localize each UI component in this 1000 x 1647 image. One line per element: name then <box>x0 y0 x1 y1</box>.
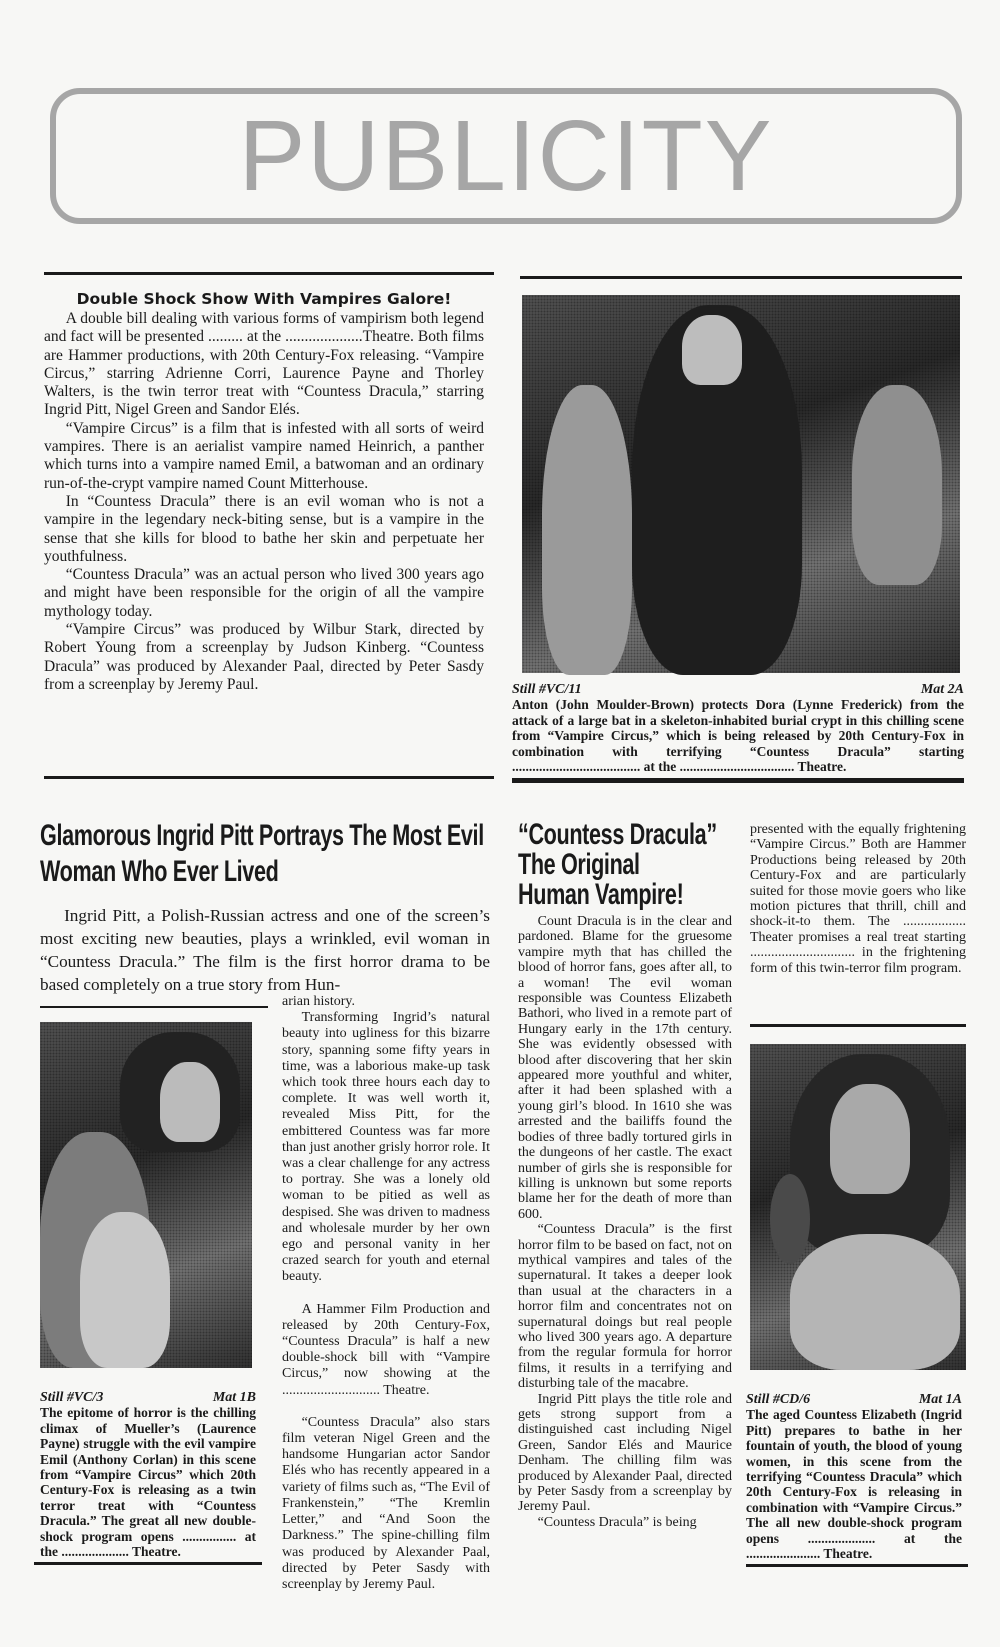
banner-title: PUBLICITY <box>238 100 774 212</box>
article-paragraph: A double bill dealing with various forms of vampirism both legend and fact will be presented ......... at the ....................Theatre. Both films are Hammer productions, with 20th Century-Fox releasing. “Vampire Circus,” starring Adrienne Corri, Laurence Payne and Thorley Walters, is the twin terror treat with “Countess Dracula,” starring Ingrid Pitt, Nigel Green and Sandor Elés. <box>44 310 484 419</box>
photo-caption <box>746 1392 962 1561</box>
article-paragraph: “Vampire Circus” was produced by Wilbur Stark, directed by Robert Young from a screenplay by Judson Kinberg. “Countess Dracula” was produced by Alexander Paal, directed by Peter Sasdy from a screenplay by Jeremy Paul. <box>44 621 484 693</box>
article-headline: Double Shock Show With Vampires Galore! <box>76 290 452 308</box>
article-paragraph: arian history. <box>282 994 355 1009</box>
article-paragraph: “Vampire Circus” is a film that is infested with all sorts of weird vampires. There is an aerialist vampire named Heinrich, a panther which turns into a vampire named Emil, a batwoman and an ordinary run-of-the-crypt vampire named Count Mitterhouse. <box>44 419 484 492</box>
article-paragraph: A Hammer Film Production and released by 20th Century-Fox, “Countess Dracula” is half a new double-shock bill with “Vampire Circus,” now showing at the ............................ Theatre. <box>282 1301 490 1398</box>
caption-text: Anton (John Moulder-Brown) protects Dora (Lynne Frederick) from the attack of a large bat in a skeleton-inhabited burial crypt in this chilling scene from “Vampire Circus,” which is being released by 20th Century-Fox in combination with terrifying “Countess Dracula” starting ...................................... at the .................................. Theatre. <box>512 697 964 775</box>
caption-text: The epitome of horror is the chilling climax of Mueller’s (Laurence Payne) struggle with the evil vampire Emil (Anthony Corlan) in this scene from “Vampire Circus” which 20th Century-Fox is releasing as a twin terror treat with “Countess Dracula.” The great all new double-shock program opens ................ at the .................... Theatre. <box>40 1405 256 1560</box>
still-number: Still #VC/3 <box>40 1390 104 1405</box>
mat-number: Mat 2A <box>920 682 964 697</box>
article-paragraph: In “Countess Dracula” there is an evil woman who is not a vampire in the legendary neck-biting sense, but is a vampire in the sense that she kills for blood to bathe her skin and perpetuate her youthfulness. <box>44 492 484 565</box>
article-paragraph: Count Dracula is in the clear and pardoned. Blame for the gruesome vampire myth that has chilled the blood of horror fans, goes after all, to a woman! The evil woman responsible was Countess Elizabeth Bathori, who lived in a remote part of Hungary early in the 17th century. She was evidently obsessed with blood after discovering that her skin appeared more youthful and whiter, after it had been splashed with a young girl’s blood. In 1610 she was arrested and the bailiffs found the bodies of three badly tortured girls in the dungeons of her castle. The exact number of girls she is responsible for killing is unknown but some reports blame her for the death of more than 600. <box>518 914 732 1222</box>
publicity-banner <box>50 88 962 224</box>
divider-rule <box>746 1564 968 1567</box>
article-paragraph: Transforming Ingrid’s natural beauty into ugliness for this bizarre story, spanning some fifty years in time, was a laborious make-up task which took three hours each day to complete. It was well worth it, revealed Miss Pitt, for the embittered Countess was far more than just another grisly horror role. It was a clear challenge for any actress to portray. She was a lonely old woman to be pitied as well as despised. She was driven to madness and wholesale murder by her own ego and personal vanity in her crazed search for youth and eternal beauty. <box>282 1010 491 1285</box>
divider-rule <box>44 272 494 275</box>
caption-text: The aged Countess Elizabeth (Ingrid Pitt) prepares to bathe in her fountain of youth, the blood of young women, in this scene from the terrifying “Countess Dracula” which 20th Century-Fox is releasing in combination with “Vampire Circus.” The all new double-shock program opens .................... at the ...................... Theatre. <box>746 1407 962 1562</box>
photo-caption <box>512 682 964 774</box>
article-paragraph: Ingrid Pitt plays the title role and gets strong support from a distinguished cast including Nigel Green, Sandor Elés and Maurice Denham. The chilling film was produced by Alexander Paal, directed by Peter Sasdy from a screenplay by Jeremy Paul. <box>518 1391 732 1515</box>
article-paragraph: “Countess Dracula” is being <box>537 1514 697 1530</box>
article-headline: “Countess Dracula” The Original Human Vampire! <box>518 818 717 911</box>
article-paragraph: “Countess Dracula” is the first horror film to be based on fact, not on mythical vampires and tales of the supernatural. It takes a deeper look than usual at the characters in a horror film and concentrates not on supernatural doings but real people who lived 300 years ago. A departure from the regular formula for horror films, it results in a terrifying and disturbing tale of the macabre. <box>518 1222 732 1392</box>
divider-rule <box>34 1562 262 1565</box>
photo-caption <box>40 1390 256 1559</box>
divider-rule <box>44 776 494 779</box>
still-number: Still #VC/11 <box>512 682 582 697</box>
divider-rule <box>40 1006 268 1008</box>
divider-rule <box>750 1024 966 1027</box>
photo-still-vc3 <box>40 1022 252 1368</box>
mat-number: Mat 1B <box>212 1390 256 1405</box>
article-paragraph: “Countess Dracula” was an actual person who lived 300 years ago and might have been responsible for the origin of all the vampire mythology today. <box>44 566 484 620</box>
still-number: Still #CD/6 <box>746 1392 811 1407</box>
article-headline: Glamorous Ingrid Pitt Portrays The Most Evil Woman Who Ever Lived <box>40 819 484 888</box>
article-double-shock <box>44 290 484 694</box>
article-paragraph: “Countess Dracula” also stars film veteran Nigel Green and the handsome Hungarian actor Sandor Elés who has recently appeared in a variety of films such as, “The Evil of Frankenstein,” “The Kremlin Letter,” and “And Soon the Darkness.” The spine-chilling film was produced by Alexander Paal, directed by Peter Sasdy with screenplay by Jeremy Paul. <box>282 1414 490 1592</box>
mat-number: Mat 1A <box>918 1392 962 1407</box>
divider-rule <box>520 276 962 279</box>
article-continued: presented with the equally frightening “Vampire Circus.” Both are Hammer Productions being released by 20th Century-Fox and are particularly suited for those movie goers who like motion pictures that thrill, chill and shock-it-to them. The .................. Theater promises a real treat starting .............................. in the frightening form of this twin-terror film program. <box>750 822 966 976</box>
photo-still-cd6 <box>750 1044 966 1370</box>
article-lead: Ingrid Pitt, a Polish-Russian actress and one of the screen’s most exciting new beauties, plays a wrinkled, evil woman in “Countess Dracula.” The film is the first horror drama to be based completely on a true story from Hun- <box>40 906 490 994</box>
photo-still-vc11 <box>522 295 960 673</box>
divider-rule <box>512 778 964 781</box>
